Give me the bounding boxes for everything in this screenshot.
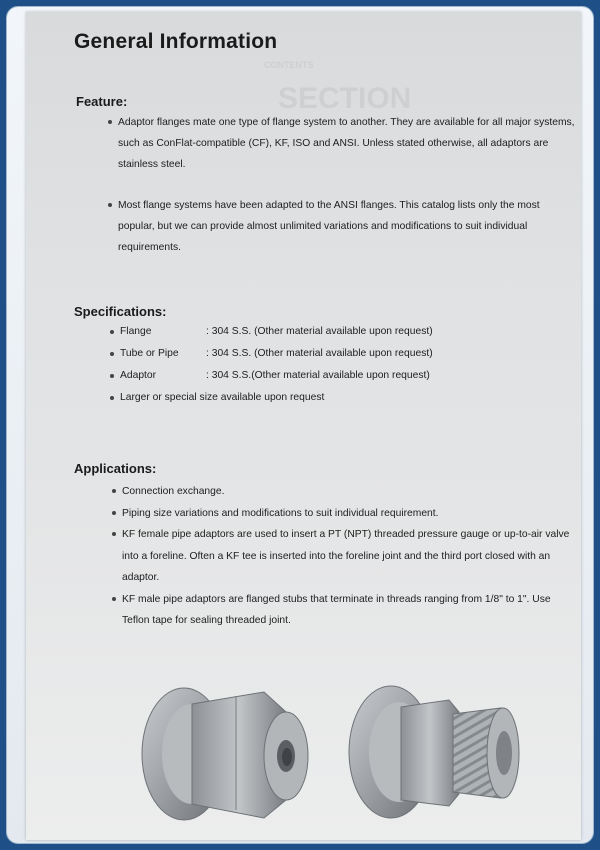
show-through-heading: SECTION <box>278 82 412 115</box>
spec-label: Flange <box>120 326 152 337</box>
catalog-page <box>26 12 581 840</box>
male-pipe-adaptor-image <box>349 686 519 818</box>
feature-item: Most flange systems have been adapted to the ANSI flanges. This catalog lists only the most popular, but we can provide almost unlimited variations and modifications to suit individual requirements. <box>106 195 576 258</box>
feature-heading: Feature: <box>76 94 128 109</box>
application-item: KF male pipe adaptors are flanged stubs that terminate in threads ranging from 1/8" to 1". Use Teflon tape for sealing threaded joint. <box>110 589 576 632</box>
feature-item: Adaptor flanges mate one type of flange system to another. They are available for all major systems, such as ConFlat-compatible (CF), KF, ISO and ANSI. Unless stated otherwise, all adaptors are stainless steel. <box>106 112 576 175</box>
spec-value: : 304 S.S. (Other material available upon request) <box>206 348 433 359</box>
spec-row <box>108 366 558 388</box>
spec-label: Tube or Pipe <box>120 348 179 359</box>
applications-heading: Applications: <box>74 461 157 476</box>
feature-list <box>106 112 576 278</box>
female-pipe-adaptor-image <box>142 688 308 820</box>
spec-label: Adaptor <box>120 370 157 381</box>
application-item: Piping size variations and modifications to suit individual requirement. <box>110 503 576 525</box>
spec-value: : 304 S.S. (Other material available upon request) <box>206 326 433 337</box>
show-through-text: CONTENTS <box>264 60 314 70</box>
application-item: KF female pipe adaptors are used to insert a PT (NPT) threaded pressure gauge or up-to-air valve into a foreline. Often a KF tee is inserted into the foreline joint and the third port closed with an adaptor. <box>110 524 576 589</box>
spec-extra: Larger or special size available upon request <box>108 388 558 410</box>
spec-row <box>108 344 558 366</box>
applications-list <box>110 481 576 632</box>
specifications-heading: Specifications: <box>74 304 167 319</box>
adaptor-illustrations <box>136 662 536 832</box>
page-title: General Information <box>74 30 278 53</box>
application-item: Connection exchange. <box>110 481 576 503</box>
spec-row <box>108 322 558 344</box>
spec-value: : 304 S.S.(Other material available upon request) <box>206 370 430 381</box>
specifications-list <box>108 322 558 410</box>
